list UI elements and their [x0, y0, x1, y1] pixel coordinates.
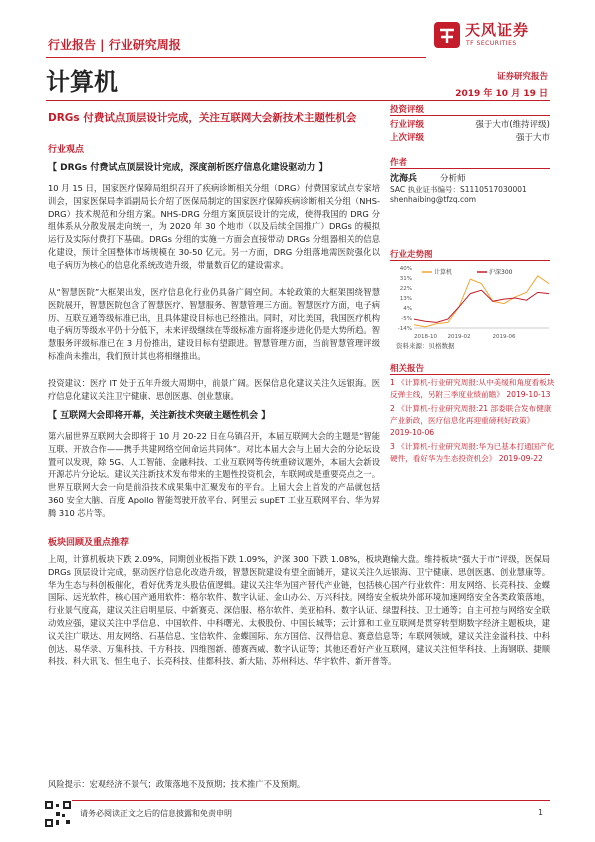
qr-code-icon — [44, 800, 72, 828]
logo-english: TF SECURITIES — [466, 40, 517, 47]
report-type: 证券研究报告 — [496, 72, 548, 82]
footer-rule — [46, 800, 550, 801]
report-headline: DRGs 付费试点顶层设计完成，关注互联网大会新技术主题性机会 — [48, 112, 357, 124]
y-tick-label: 31% — [399, 276, 412, 282]
legend-label: 沪深300 — [489, 269, 513, 276]
paragraph-drgs: 10 月 15 日，国家医疗保障局组织召开了疾病诊断相关分组（DRG）付费国家试点专家培训会，国家医保局李滔副局长介绍了医保局制定的国家医疗保障疾病诊断相关分组（NHS-DRG）技术规范和分组方案。NHS-DRG 分组方案顶层设计的完成，使得我国的 DRG 分组体系从分散发展走向统一，为 2020 年 30 个地市（以及后续全国推广）DRGs 的模拟运行及实际付费打下基础。DRGs 分组的实施一方面会直接带动 DRGs 分组器相关的信息化建设，预计全国整体市场规模在 30-50 亿元。另一方面，DRG 分组落地需医院强化以电子病历为核心的信息化系统改造升级，带量数百亿的建设需求。 — [48, 183, 380, 270]
related-report-item[interactable]: 2 《计算机-行业研究周报:21 部委联合发布健康产业新政，医疗信息化再迎重磅利好政策》 2019-10-06 — [390, 404, 552, 437]
x-tick-label: 2019-02 — [447, 334, 471, 340]
related-report-list — [390, 377, 555, 465]
y-tick-label: 13% — [399, 296, 412, 302]
y-tick-label: 4% — [403, 306, 412, 312]
related-report-item[interactable]: 1 《计算机-行业研究周报:从中美缓和角度看板块反弹主线，另附三季度业绩前瞻》 2019-10-13 — [390, 378, 555, 399]
logo-name: 天风证券 — [465, 21, 530, 39]
chart-rule — [390, 260, 550, 261]
page-title: 计算机 — [46, 68, 118, 96]
paragraph-risk: 风险提示：宏观经济不景气；政策落地不及预期；技术推广不及预期。 — [48, 779, 306, 789]
report-date: 2019 年 10 月 19 日 — [455, 89, 548, 99]
disclaimer-text: 请务必阅读正文之后的信息披露和免责申明 — [80, 809, 232, 818]
paragraph-smart-hospital: 从“智慧医院”大框架出发，医疗信息化行业仍具备广阔空间。本轮政策的大框架围绕智慧医院展开，智慧医院包含了智慧医疗、智慧服务、智慧管理三方面。智慧医疗方面，电子病历、互联互通等级标准已出，且具体建设目标也已经推出。同时，对比美国，我国医疗机构电子病历等级水平仍十分低下，未来评级继续在等级标准方面将逐步进化仍是大势所趋。智慧服务评级标准已在 3 月份推出，建设目标有望跟进。智慧管理方面，当前智慧管理评级标准尚未推出，我们预计其也将相继推出。 — [48, 287, 380, 361]
logo-mark-icon — [432, 20, 462, 50]
y-tick-label: 22% — [399, 286, 412, 292]
prev-rating-value: 强于大市 — [515, 133, 550, 143]
series-line-hs300 — [414, 290, 549, 322]
y-tick-label: 40% — [399, 266, 412, 272]
y-tick-label: -5% — [401, 316, 412, 322]
related-reports-label: 相关报告 — [390, 364, 425, 374]
author-rule — [390, 168, 550, 169]
industry-trend-chart — [390, 262, 555, 340]
section-industry-view: 行业观点 — [48, 145, 85, 155]
author-email[interactable]: shenhaibing@tfzq.com — [390, 195, 477, 204]
highlight-box-internet-conf: 【 互联网大会即将开幕，关注新技术突破主题性机会 】 — [48, 411, 271, 421]
rating-rule — [390, 115, 550, 116]
prev-rating-label: 上次评级 — [390, 133, 425, 143]
paragraph-internet-conf: 第六届世界互联网大会即将于 10 月 20-22 日在乌镇召开，本届互联网大会的主题是“智能互联、开放合作——携手共建网络空间命运共同体”。对比本届大会与上届大会的分论坛设置可以发现，除 5G、人工智能、金融科技、工业互联网等传统重磅议题外，本届大会新设开源芯片分论坛。建议关注新技术发布带来的主题性投资机会，车联网或是重要亮点之一。世界互联网大会一向是前沿技术成果集中汇聚发布的平台。上届大会上首发的产品就包括 360 安全大脑、百度 Apollo 智能驾驶开放平台、阿里云 supET 工业互联网平台、华为昇腾 310 芯片等。 — [48, 431, 380, 518]
legend-label: 计算机 — [434, 269, 453, 276]
report-category: 行业报告 | 行业研究周报 — [48, 38, 181, 52]
industry-rating-label: 行业评级 — [390, 120, 425, 130]
section-sector-review: 板块回顾及重点推荐 — [48, 538, 130, 548]
related-report-item[interactable]: 3 《计算机-行业研究周报:华为已基本打通国产化硬件，看好华为生态投资机会》 2019-09-22 — [390, 442, 555, 463]
x-tick-label: 2018-10 — [414, 334, 437, 340]
rating-label: 投资评级 — [390, 105, 425, 115]
x-tick-label: 2019-06 — [492, 334, 516, 340]
highlight-box-drgs: 【 DRGs 付费试点顶层设计完成，深度剖析医疗信息化建设驱动力 】 — [48, 163, 328, 173]
chart-source: 资料来源：贝格数据 — [396, 342, 455, 350]
series-line-computer — [414, 276, 549, 327]
trend-chart-label: 行业走势图 — [390, 250, 433, 260]
paragraph-investment-advice: 投资建议：医疗 IT 处于五年升级大周期中，前景广阔。医保信息化建议关注久远银海。医疗信息化建议关注卫宁健康、思创医惠、创业慧康。 — [48, 378, 380, 401]
title-rule — [46, 100, 550, 101]
page-number: 1 — [538, 808, 544, 817]
author-label: 作者 — [390, 158, 408, 168]
author-name: 沈海兵 — [390, 174, 418, 184]
industry-rating-value: 强于大市(维持评级) — [475, 120, 550, 130]
y-tick-label: -14% — [397, 326, 412, 332]
paragraph-sector-review: 上周，计算机板块下跌 2.09%，同期创业板指下跌 1.09%，沪深 300 下跌 1.08%，板块跑输大盘。维持板块“强大于市”评级，医保局 DRGs 顶层设计完成，驱动医疗信息化改造升级，智慧医院建设有望全面铺开，建议关注久远银海、卫宁健康、思创医惠、创业慧康等。华为生态与科创板催化，看好优秀龙头股估值逻辑。建议关注华为国产替代产业链，包括核心国产行业软件：用友网络、长亮科技、金蝶国际、远光软件，核心国产通用软件：格尔软件、数字认证、金山办公、万兴科技。网络安全板块外部环境加速网络安全各类政策落地，行业景气度高，建议关注启明星辰、中新赛克、深信服、格尔软件、美亚柏科、数字认证、绿盟科技、卫士通等；自主可控与网络安全联动效应强，建议关注中孚信息、中国软件、中科曙光、太极股份、中国长城等；云计算和工业互联网是贯穿转型期数字经济主题板块，建议关注广联达、用友网络、石基信息、宝信软件、金蝶国际、东方国信、汉得信息、赛意信息等；车联网领域，建议关注金溢科技、中科创达、易华录、万集科技、千方科技、四维图新、德赛西威、数字认证等；其他还看好产业互联网，建议关注恒华科技、上海钢联、捷顺科技、科大讯飞、恒生电子、长亮科技、佳都科技、新大陆、苏州科达、华宇软件、新开普等。 — [48, 554, 550, 667]
author-role: 分析师 — [440, 174, 466, 184]
header-rule — [46, 57, 426, 58]
related-rule — [390, 374, 550, 375]
author-sac: SAC 执业证书编号：S1110517030001 — [390, 185, 527, 194]
